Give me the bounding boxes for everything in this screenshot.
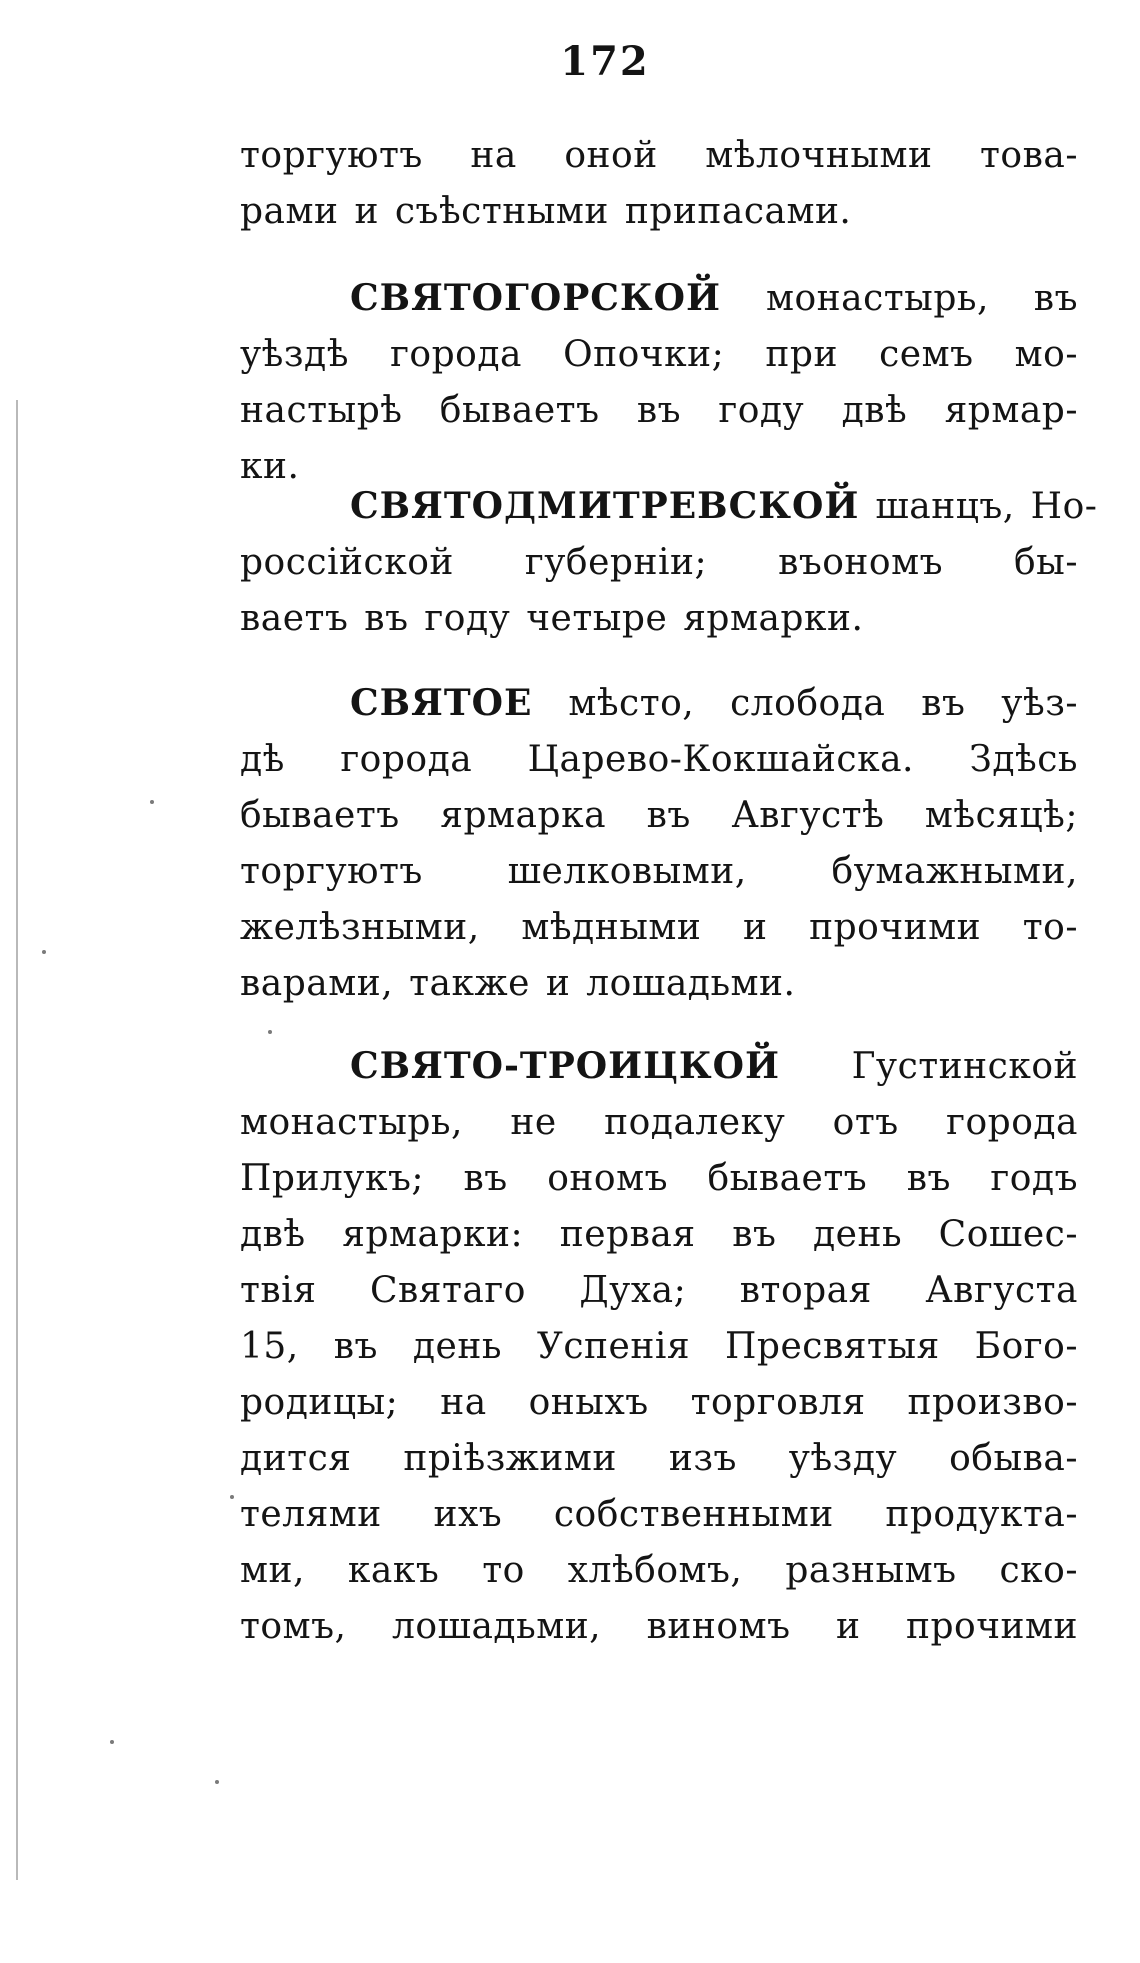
entry-heading: СВЯТОДМИТРЕВСКОЙ <box>350 485 860 527</box>
scan-speck <box>230 1495 234 1499</box>
entry-continuation <box>240 128 1078 240</box>
text-line: настырѣ бываетъ въ году двѣ ярмар- <box>240 390 1078 431</box>
text-line: дится пріѣзжими изъ уѣзду обыва- <box>240 1438 1078 1479</box>
page-number: 172 <box>560 38 650 85</box>
scan-speck <box>150 800 154 804</box>
entry-heading: СВЯТОЕ <box>350 682 533 724</box>
text-line: рами и съѣстными припасами. <box>240 191 852 232</box>
text-line: Прилукъ; въ ономъ бываетъ въ годъ <box>240 1158 1078 1199</box>
text-line: торгуютъ на оной мѣлочными това- <box>240 135 1078 176</box>
text-line: бываетъ ярмарка въ Августѣ мѣсяцѣ; <box>240 795 1078 836</box>
text-line: монастырь, въ <box>765 278 1078 319</box>
text-line: желѣзными, мѣдными и прочими то- <box>240 907 1078 948</box>
scan-speck <box>110 1740 114 1744</box>
scan-speck <box>268 1030 272 1034</box>
scan-speck <box>42 950 46 954</box>
entry-svyatodmitrevskoy <box>240 478 1098 647</box>
text-line: уѣздѣ города Опочки; при семъ мо- <box>240 334 1078 375</box>
text-line: монастырь, не подалеку отъ города <box>240 1102 1078 1143</box>
text-line: Густинской <box>851 1046 1078 1087</box>
scan-speck <box>215 1780 219 1784</box>
text-line: двѣ ярмарки: первая въ день Сошес- <box>240 1214 1078 1255</box>
text-line: 15, въ день Успенія Пресвятыя Бого- <box>240 1326 1078 1367</box>
text-line: ки. <box>240 446 300 487</box>
entry-svyatoe <box>240 675 1078 1012</box>
text-line: телями ихъ собственными продукта- <box>240 1494 1078 1535</box>
binding-edge-line <box>16 400 18 1880</box>
text-line: твія Святаго Духа; вторая Августа <box>240 1270 1078 1311</box>
entry-heading: СВЯТОГОРСКОЙ <box>350 277 722 319</box>
text-line: россійской губерніи; въономъ бы- <box>240 542 1078 583</box>
text-line: томъ, лошадьми, виномъ и прочими <box>240 1606 1078 1647</box>
text-line: торгуютъ шелковыми, бумажными, <box>240 851 1078 892</box>
entry-heading: СВЯТО-ТРОИЦКОЙ <box>350 1045 781 1087</box>
text-line: ваетъ въ году четыре ярмарки. <box>240 598 864 639</box>
text-line: родицы; на оныхъ торговля произво- <box>240 1382 1078 1423</box>
text-line: ми, какъ то хлѣбомъ, разнымъ ско- <box>240 1550 1078 1591</box>
text-line: дѣ города Царево-Кокшайска. Здѣсь <box>240 739 1078 780</box>
text-line: шанцъ, Но- <box>875 486 1098 527</box>
entry-svyato-troitskoy <box>240 1038 1078 1655</box>
text-line: мѣсто, слобода въ уѣз- <box>568 683 1078 724</box>
text-line: варами, также и лошадьми. <box>240 963 796 1004</box>
entry-svyatogorskoy <box>240 270 1078 495</box>
